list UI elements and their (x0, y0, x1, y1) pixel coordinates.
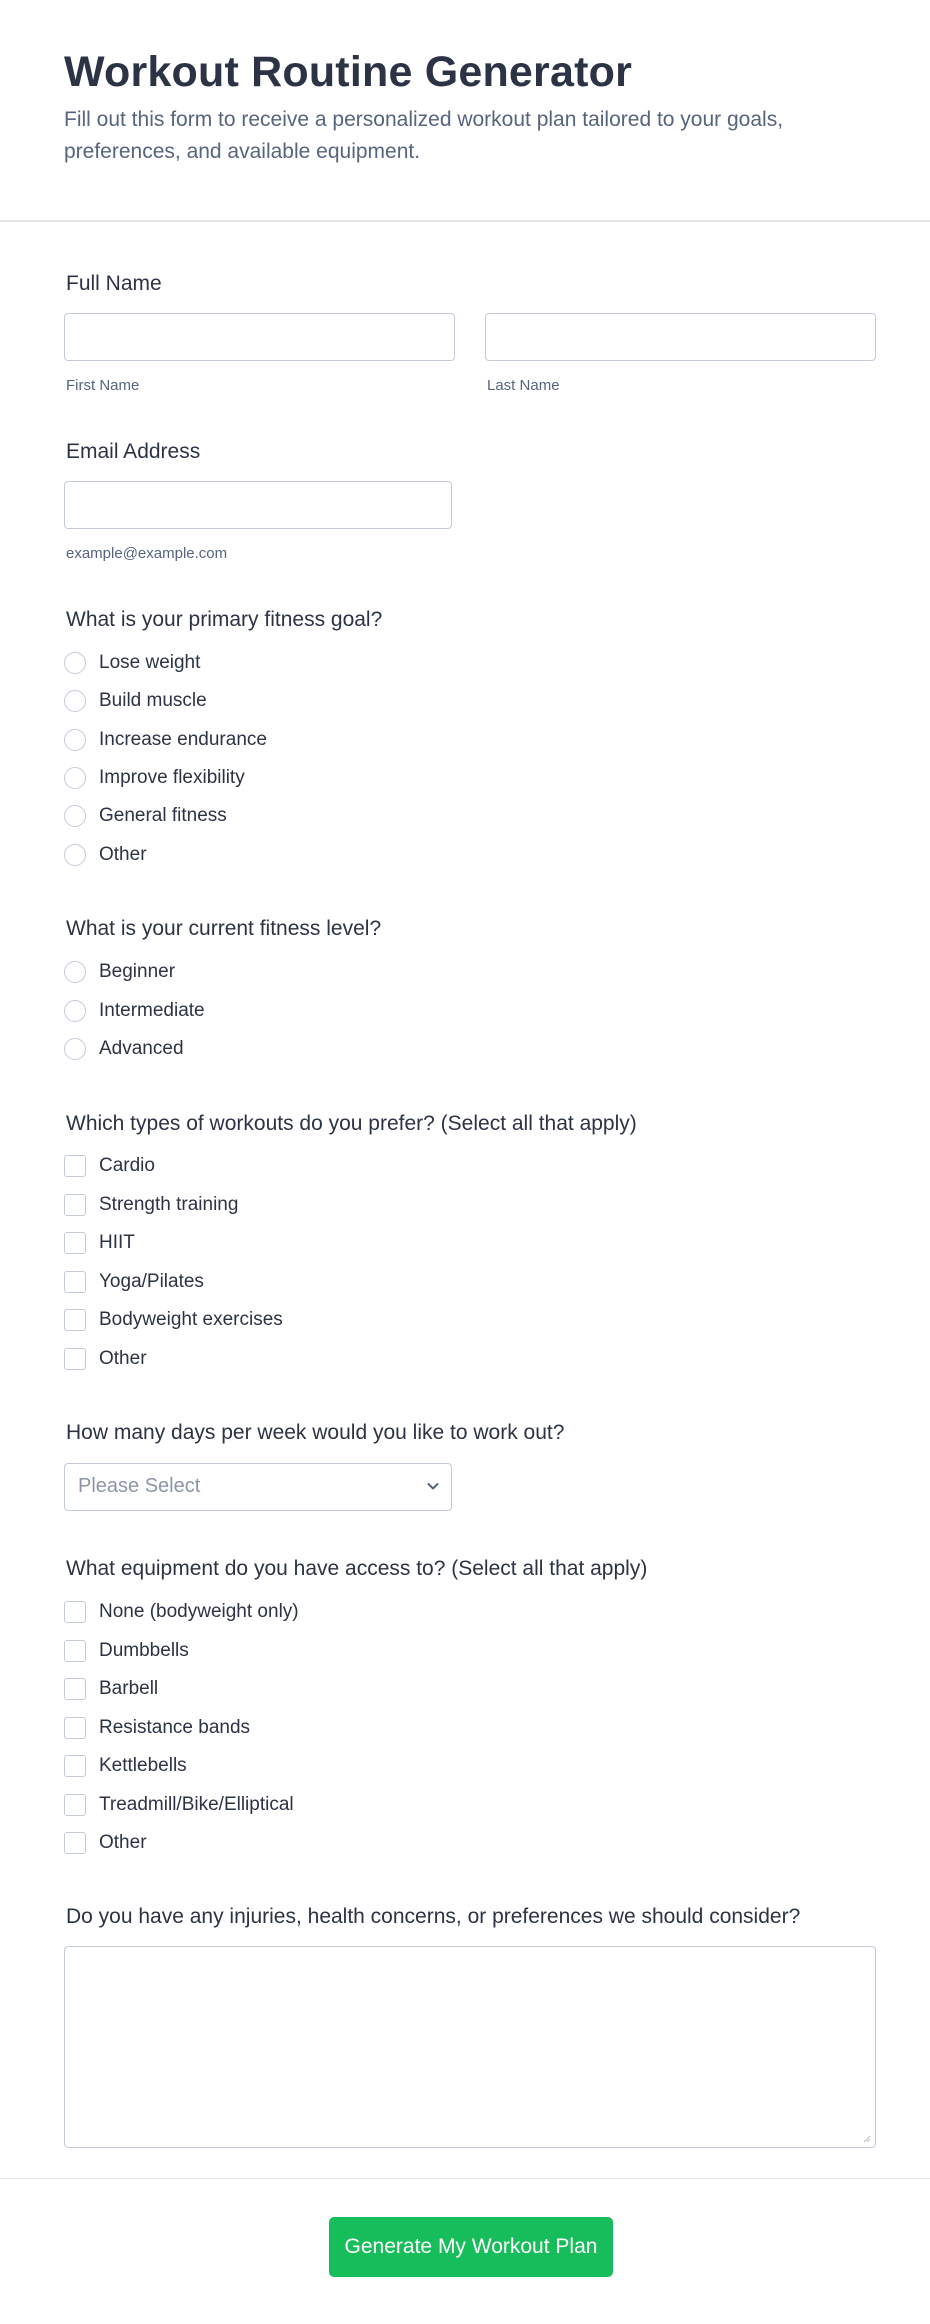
equipment-option-barbell[interactable]: Barbell (64, 1674, 158, 1704)
radio-button[interactable] (64, 961, 86, 983)
level-option-beginner[interactable]: Beginner (64, 957, 175, 987)
full-name-label: Full Name (66, 272, 162, 295)
radio-button[interactable] (64, 652, 86, 674)
last-name-sublabel: Last Name (487, 377, 560, 394)
form-header (0, 0, 930, 222)
first-name-input[interactable] (64, 313, 455, 361)
workout-option-strength-training[interactable]: Strength training (64, 1190, 238, 1220)
checkbox[interactable] (64, 1832, 86, 1854)
workout-types-label: Which types of workouts do you prefer? (Select all that apply) (66, 1112, 637, 1135)
radio-button[interactable] (64, 844, 86, 866)
checkbox[interactable] (64, 1348, 86, 1370)
goal-option-general-fitness[interactable]: General fitness (64, 801, 227, 831)
days-label: How many days per week would you like to work out? (66, 1421, 565, 1444)
email-input[interactable] (64, 481, 452, 529)
radio-button[interactable] (64, 729, 86, 751)
workout-option-cardio[interactable]: Cardio (64, 1151, 155, 1181)
footer-divider (0, 2178, 930, 2179)
checkbox[interactable] (64, 1640, 86, 1662)
equipment-option-cardio-machines[interactable]: Treadmill/Bike/Elliptical (64, 1790, 294, 1820)
radio-button[interactable] (64, 1038, 86, 1060)
goal-option-increase-endurance[interactable]: Increase endurance (64, 725, 267, 755)
email-label: Email Address (66, 440, 201, 463)
radio-button[interactable] (64, 1000, 86, 1022)
checkbox[interactable] (64, 1717, 86, 1739)
workout-option-bodyweight[interactable]: Bodyweight exercises (64, 1305, 283, 1335)
goal-option-improve-flexibility[interactable]: Improve flexibility (64, 763, 245, 793)
goal-label: What is your primary fitness goal? (66, 608, 383, 631)
equipment-option-resistance-bands[interactable]: Resistance bands (64, 1713, 250, 1743)
chevron-down-icon (425, 1478, 441, 1494)
last-name-input[interactable] (485, 313, 876, 361)
notes-textarea[interactable] (64, 1946, 876, 2148)
goal-option-lose-weight[interactable]: Lose weight (64, 648, 200, 678)
radio-button[interactable] (64, 767, 86, 789)
notes-label: Do you have any injuries, health concerns, or preferences we should consider? (66, 1905, 801, 1928)
page-subtitle: Fill out this form to receive a personalized workout plan tailored to your goals, preferences, and available equipment. (64, 108, 784, 163)
first-name-sublabel: First Name (66, 377, 140, 394)
equipment-option-kettlebells[interactable]: Kettlebells (64, 1751, 187, 1781)
checkbox[interactable] (64, 1755, 86, 1777)
equipment-label: What equipment do you have access to? (Select all that apply) (66, 1557, 648, 1580)
workout-option-other[interactable]: Other (64, 1344, 147, 1374)
checkbox[interactable] (64, 1232, 86, 1254)
checkbox[interactable] (64, 1194, 86, 1216)
checkbox[interactable] (64, 1271, 86, 1293)
submit-button[interactable]: Generate My Workout Plan (329, 2217, 613, 2277)
resize-grip-icon[interactable] (861, 2133, 871, 2143)
checkbox[interactable] (64, 1794, 86, 1816)
equipment-option-dumbbells[interactable]: Dumbbells (64, 1636, 189, 1666)
checkbox[interactable] (64, 1678, 86, 1700)
days-select[interactable] (64, 1463, 452, 1511)
workout-option-yoga-pilates[interactable]: Yoga/Pilates (64, 1267, 204, 1297)
level-option-advanced[interactable]: Advanced (64, 1034, 184, 1064)
radio-button[interactable] (64, 690, 86, 712)
checkbox[interactable] (64, 1601, 86, 1623)
level-label: What is your current fitness level? (66, 917, 382, 940)
checkbox[interactable] (64, 1155, 86, 1177)
workout-option-hiit[interactable]: HIIT (64, 1228, 135, 1258)
level-option-intermediate[interactable]: Intermediate (64, 996, 205, 1026)
email-sublabel: example@example.com (66, 545, 228, 562)
goal-option-other[interactable]: Other (64, 840, 147, 870)
checkbox[interactable] (64, 1309, 86, 1331)
equipment-option-other[interactable]: Other (64, 1828, 147, 1858)
days-select-value: Please Select (78, 1475, 201, 1497)
page-title: Workout Routine Generator (64, 48, 633, 96)
equipment-option-none[interactable]: None (bodyweight only) (64, 1597, 299, 1627)
goal-option-build-muscle[interactable]: Build muscle (64, 686, 207, 716)
radio-button[interactable] (64, 805, 86, 827)
